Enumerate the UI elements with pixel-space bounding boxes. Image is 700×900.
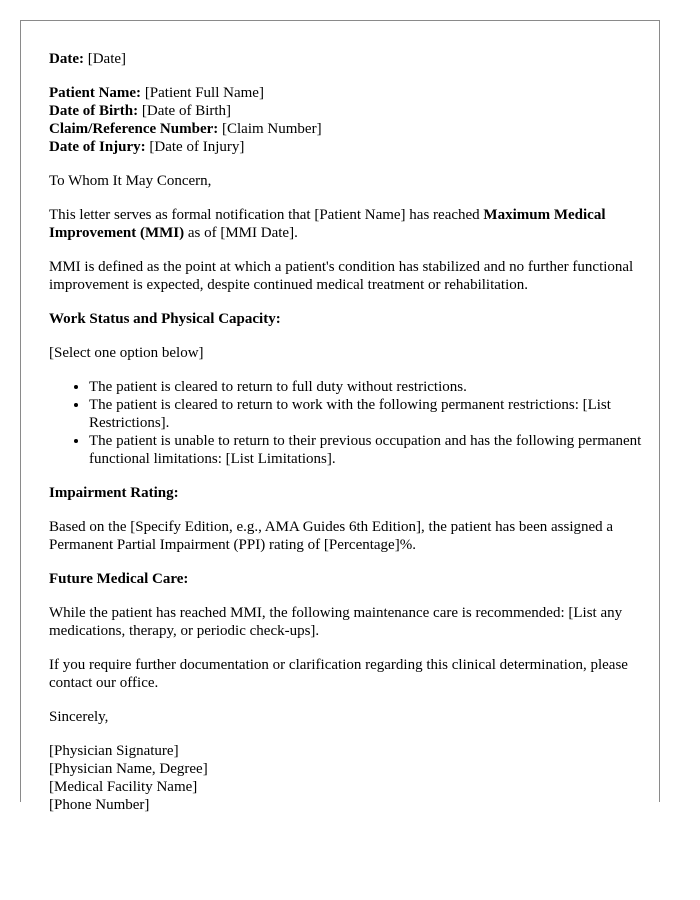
list-item: • The patient is unable to return to their previous occupation and has the following permanent functional limitations: [List Limitations]. (89, 432, 644, 468)
injury-line (49, 138, 644, 156)
date-value: [Date] (83, 51, 127, 67)
claim-label: Claim/Reference Number: (49, 121, 219, 137)
work-status-options-list (49, 378, 644, 468)
future-care-paragraph: While the patient has reached MMI, the following maintenance care is recommended: [List any medications, therapy, or periodic check-ups]. (49, 605, 623, 639)
dob-value: [Date of Birth] (138, 103, 232, 119)
salutation: To Whom It May Concern, (49, 173, 212, 189)
phone-number-line: [Phone Number] (49, 797, 150, 813)
date-line (49, 50, 644, 68)
physician-name-line: [Physician Name, Degree] (49, 761, 208, 777)
future-care-heading: Future Medical Care: (49, 571, 189, 587)
letter-page (20, 20, 660, 813)
patient-info-block (49, 84, 644, 156)
letter-content (49, 50, 644, 814)
intro-paragraph (49, 206, 644, 242)
closing-request-paragraph: If you require further documentation or clarification regarding this clinical determination, please contact our office. (49, 657, 628, 691)
date-label: Date: (49, 51, 84, 67)
intro-text-bold: Maximum Medical Improvement (MMI) (49, 207, 606, 241)
patient-name-label: Patient Name: (49, 85, 142, 101)
signature-block (49, 742, 644, 814)
facility-name-line: [Medical Facility Name] (49, 779, 198, 795)
intro-text-after: as of [MMI Date]. (184, 225, 298, 241)
injury-value: [Date of Injury] (145, 139, 245, 155)
work-status-instruction: [Select one option below] (49, 345, 204, 361)
claim-value: [Claim Number] (218, 121, 322, 137)
intro-text-before: This letter serves as formal notification that [Patient Name] has reached (49, 207, 484, 223)
work-status-heading: Work Status and Physical Capacity: (49, 311, 281, 327)
impairment-heading: Impairment Rating: (49, 485, 179, 501)
list-item: • The patient is cleared to return to work with the following permanent restrictions: [List Restrictions]. (89, 396, 644, 432)
impairment-paragraph: Based on the [Specify Edition, e.g., AMA Guides 6th Edition], the patient has been assigned a Permanent Partial Impairment (PPI) rating of [Percentage]%. (49, 519, 614, 553)
dob-line (49, 102, 644, 120)
patient-name-value: [Patient Full Name] (141, 85, 264, 101)
date-block (49, 50, 644, 68)
dob-label: Date of Birth: (49, 103, 139, 119)
list-item: • The patient is cleared to return to full duty without restrictions. (89, 378, 644, 396)
injury-label: Date of Injury: (49, 139, 146, 155)
claim-line (49, 120, 644, 138)
signoff: Sincerely, (49, 709, 109, 725)
patient-name-line (49, 84, 644, 102)
mmi-definition-paragraph: MMI is defined as the point at which a patient's condition has stabilized and no further functional improvement is expected, despite continued medical treatment or rehabilitation. (49, 259, 634, 293)
signature-line: [Physician Signature] (49, 743, 179, 759)
